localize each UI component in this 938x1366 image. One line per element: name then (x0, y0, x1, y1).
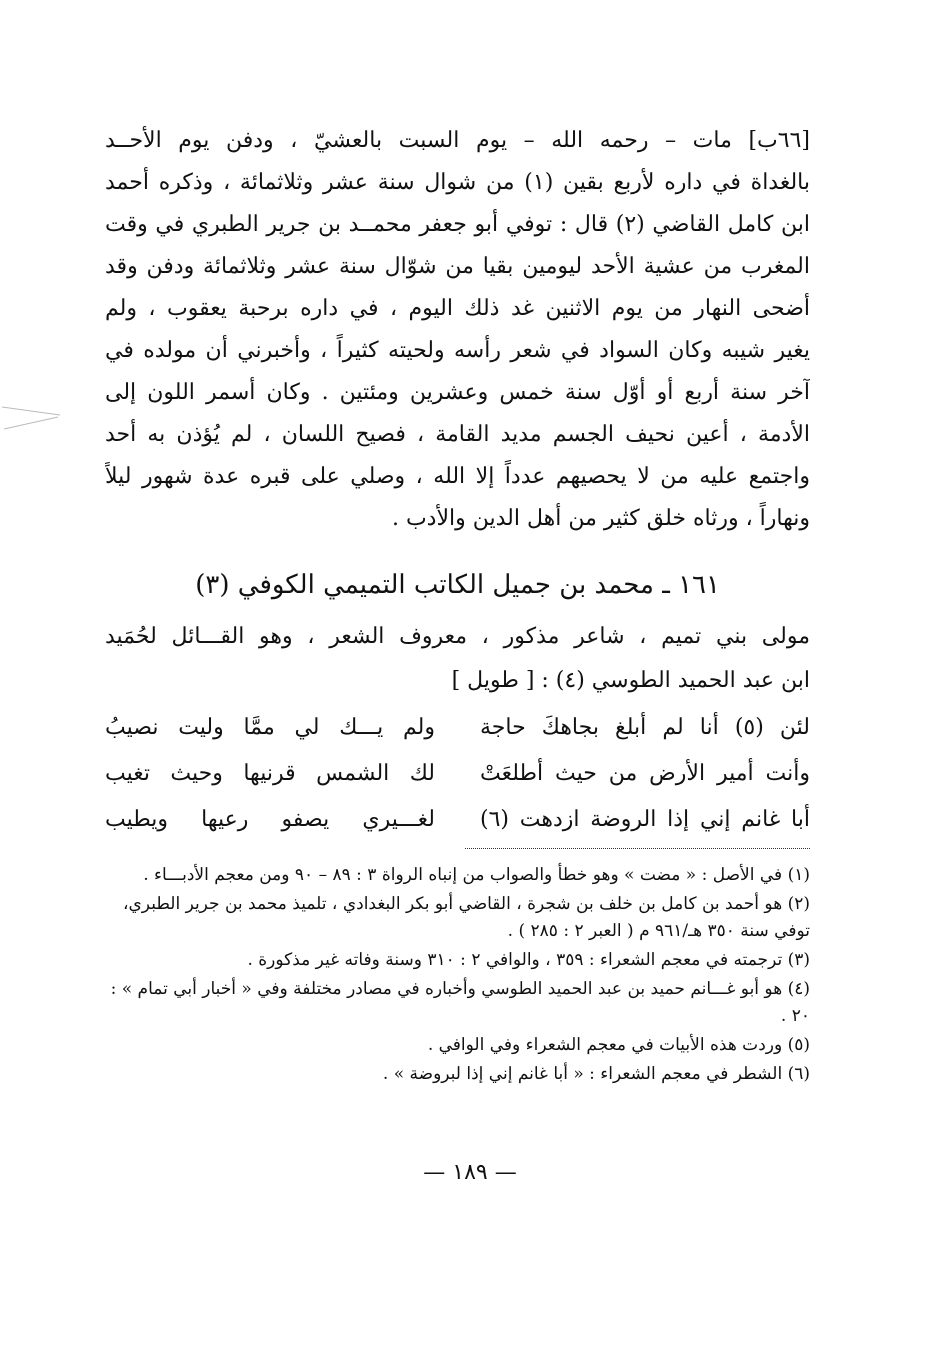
intro-line: مولى بني تميم ، شاعر مذكور ، معروف الشعر ، وهو القـــائل لحُمَيد (105, 624, 810, 649)
body-line-last: ونهاراً ، ورثاه خلق كثير من أهل الدين والأدب . (391, 506, 810, 531)
entry-intro (105, 615, 810, 703)
footnotes (105, 862, 810, 1090)
poem-verses (105, 705, 810, 843)
body-line: يغير شيبه وكان السواد في شعر رأسه ولحيته كثيراً ، وأخبرني أن مولده في (105, 338, 810, 363)
body-line: [٦٦ب] مات – رحمه الله – يوم السبت بالعشيّ ، ودفن يوم الأحــد (105, 128, 810, 153)
body-line: الأدمة ، أعين نحيف الجسم مديد القامة ، فصيح اللسان ، لم يُؤذن به أحد (105, 422, 810, 447)
page-number: — ١٨٩ — (423, 1160, 517, 1185)
verse-second-hemistich: لغـــيري يصفو رعيها ويطيب (105, 807, 435, 832)
footnote: (١) في الأصل : « مضت » وهو خطأ والصواب من إنباه الرواة ٣ : ٨٩ – ٩٠ ومن معجم الأدبـــاء . (143, 865, 810, 885)
footnote: (٤) هو أبو غـــانم حميد بن عبد الحميد الطوسي وأخباره في مصادر مختلفة وفي « أخبار أبي تمام » : ٢٠ . (110, 979, 810, 1026)
verse-row (105, 705, 810, 751)
biography-paragraph (105, 120, 810, 540)
footnote: (٥) وردت هذه الأبيات في معجم الشعراء وفي الوافي . (427, 1035, 810, 1055)
verse-first-hemistich: وأنت أمير الأرض من حيث أطلعَتْ (480, 761, 810, 786)
verse-second-hemistich: لك الشمس قرنيها وحيث تغيب (105, 761, 435, 786)
footnote: (٢) هو أحمد بن كامل بن خلف بن شجرة ، القاضي أبو بكر البغدادي ، تلميذ محمد بن جرير الطبري، توفي سنة ٣٥٠ هـ/٩٦١ م ( العبر ٢ : ٢٨٥ ) . (123, 894, 810, 941)
body-line: ابن كامل القاضي (٢) قال : توفي أبو جعفر محمــد بن جرير الطبري في وقت (105, 212, 810, 237)
margin-scratch-mark (0, 395, 70, 435)
verse-first-hemistich: لئن (٥) أنا لم أبلغ بجاهكَ حاجة (480, 715, 810, 740)
footnote: (٣) ترجمته في معجم الشعراء : ٣٥٩ ، والوافي ٢ : ٣١٠ وسنة وفاته غير مذكورة . (247, 950, 810, 970)
intro-line: ابن عبد الحميد الطوسي (٤) : [ طويل ] (451, 668, 810, 693)
verse-row (105, 797, 810, 843)
body-line: بالغداة في داره لأربع بقين (١) من شوال سنة عشر وثلاثمائة ، وذكره أحمد (105, 170, 810, 195)
footnote-separator (465, 848, 810, 849)
body-line: المغرب من عشية الأحد ليومين بقيا من شوّال سنة عشر وثلاثمائة ودفن وقد (105, 254, 810, 279)
footnote: (٦) الشطر في معجم الشعراء : « أبا غانم إني إذا لبروضة » . (382, 1064, 810, 1084)
body-line: أضحى النهار من يوم الاثنين غد ذلك اليوم ، في داره برحبة يعقوب ، ولم (105, 296, 810, 321)
body-line: واجتمع عليه من لا يحصيهم عدداً إلا الله ، وصلي على قبره عدة شهور ليلاً (105, 464, 810, 489)
verse-row (105, 751, 810, 797)
body-line: آخر سنة أربع أو أوّل سنة خمس وعشرين ومئتين . وكان أسمر اللون إلى (105, 380, 810, 405)
verse-second-hemistich: ولم يـــك لي ممَّا وليت نصيبُ (105, 715, 435, 740)
entry-heading: ١٦١ ـ محمد بن جميل الكاتب التميمي الكوفي (٣) (195, 570, 720, 600)
verse-first-hemistich: أبا غانم إني إذا الروضة ازدهت (٦) (480, 807, 810, 832)
